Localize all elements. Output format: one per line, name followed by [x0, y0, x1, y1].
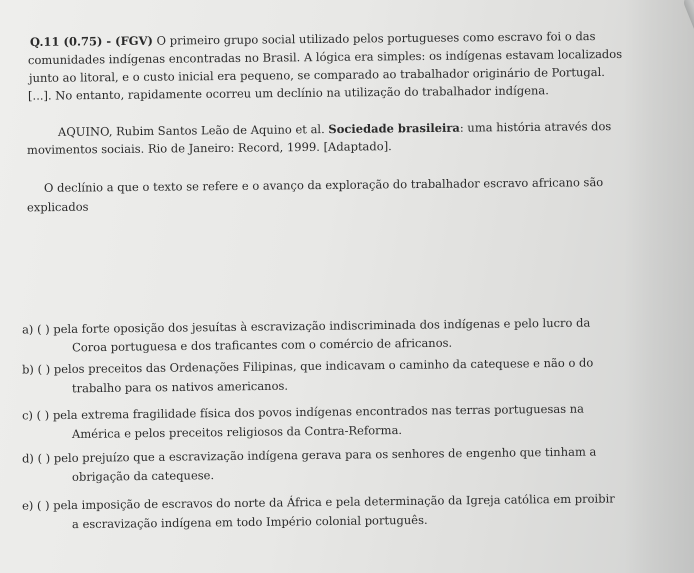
option-a-line-2: Coroa portuguesa e dos traficantes com o comércio de africanos.: [71, 335, 453, 355]
option-d[interactable]: [22, 444, 596, 465]
option-c[interactable]: [22, 402, 584, 423]
option-d-line-2: obrigação da catequese.: [71, 468, 215, 484]
citation-line-1: [58, 119, 611, 139]
option-b-text-1: pelos preceitos das Ordenações Filipinas, que indicavam o caminho da catequese e não o do: [53, 355, 594, 377]
option-a[interactable]: [22, 316, 590, 337]
question-text-1: O primeiro grupo social utilizado pelos portugueses como escravo foi o das: [156, 29, 596, 48]
option-b-line-2: trabalho para os nativos americanos.: [71, 378, 289, 396]
question-line-2: comunidades indígenas encontradas no Brasil. A lógica era simples: os indígenas estavam localizados: [27, 46, 623, 68]
option-b-letter: b) ( ): [21, 362, 51, 377]
question-line-4: [...]. No entanto, rapidamente ocorreu um declínio na utilização do trabalhador indígena.: [27, 83, 549, 103]
option-c-line-2: América e pelos preceitos religiosos da Contra-Reforma.: [71, 422, 403, 442]
option-b[interactable]: [22, 356, 593, 377]
citation-author: AQUINO, Rubim Santos Leão de Aquino et al.: [57, 122, 325, 139]
citation-title: Sociedade brasileira: [328, 120, 460, 137]
option-c-letter: c) ( ): [21, 408, 50, 423]
option-d-letter: d) ( ): [21, 451, 51, 466]
option-c-text-1: pela extrema fragilidade física dos povos indígenas encontrados nas terras portuguesas na: [52, 401, 585, 423]
option-e-text-1: pela imposição de escravos do norte da África e pela determinação da Igreja católica em proibir: [53, 491, 615, 513]
citation-line-2: movimentos sociais. Rio de Janeiro: Record, 1999. [Adaptado].: [26, 139, 392, 157]
question-line-1: [30, 29, 596, 49]
option-a-text-1: pela forte oposição dos jesuítas à escravização indiscriminada dos indígenas e pelo lucro da: [53, 315, 591, 337]
option-a-letter: a) ( ): [21, 322, 50, 337]
option-e[interactable]: [22, 491, 615, 512]
prompt-line-2: explicados: [26, 199, 89, 215]
citation-subtitle: : uma história através dos: [459, 119, 612, 135]
question-line-3: junto ao litoral, e o custo inicial era pequeno, se comparado ao trabalhador originário de Portugal.: [28, 64, 605, 86]
option-e-letter: e) ( ): [21, 498, 50, 513]
option-e-line-2: a escravização indígena em todo Império colonial português.: [71, 512, 428, 532]
question-number: Q.11 (0.75) - (FGV): [29, 33, 154, 49]
prompt-line-1: O declínio a que o texto se refere e o avanço da exploração do trabalhador escravo africano são: [43, 175, 604, 195]
option-d-text-1: pelo prejuízo que a escravização indígena gerava para os senhores de engenho que tinham a: [53, 444, 597, 466]
